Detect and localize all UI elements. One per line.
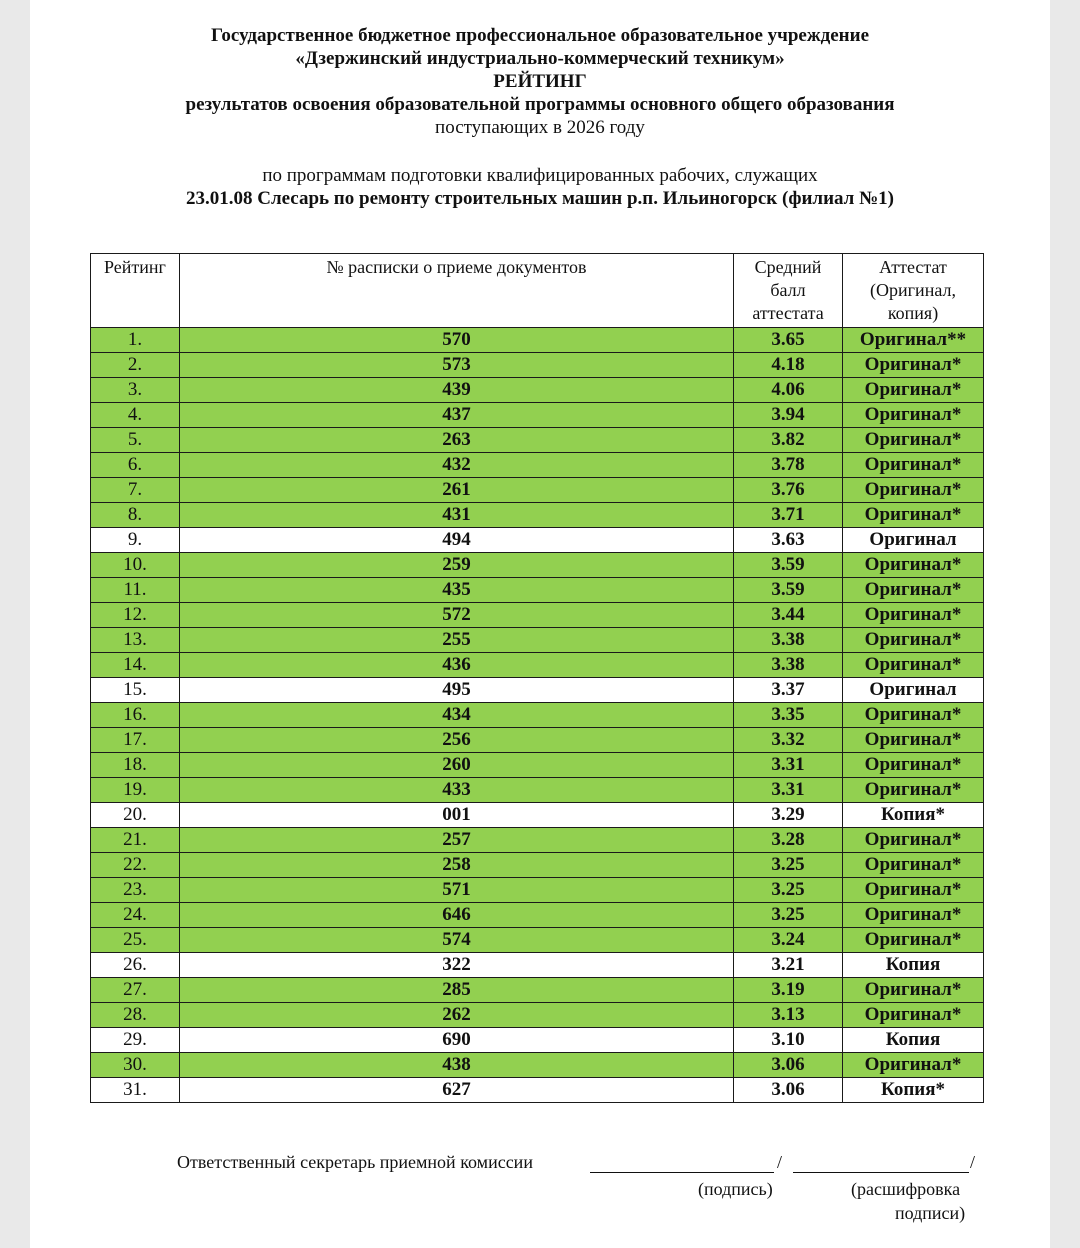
certificate-status-cell: Оригинал*: [843, 503, 984, 528]
average-score-cell: 3.19: [734, 978, 843, 1003]
table-row: [91, 878, 984, 903]
document-subtitle: результатов освоения образовательной программы основного общего образования: [185, 94, 895, 115]
table-row: [91, 578, 984, 603]
average-score-cell: 3.10: [734, 1028, 843, 1053]
receipt-number-cell: 432: [180, 453, 734, 478]
table-row: [91, 1078, 984, 1103]
receipt-number-cell: 322: [180, 953, 734, 978]
rank-cell: 17.: [91, 728, 180, 753]
rating-table-body: [91, 328, 984, 1103]
average-score-cell: 3.65: [734, 328, 843, 353]
table-row: [91, 903, 984, 928]
slash-separator: /: [970, 1152, 976, 1172]
table-row: [91, 828, 984, 853]
signature-decode-line: [793, 1172, 969, 1173]
average-score-cell: 3.76: [734, 478, 843, 503]
table-row: [91, 328, 984, 353]
receipt-number-cell: 435: [180, 578, 734, 603]
rank-cell: 4.: [91, 403, 180, 428]
certificate-status-cell: Оригинал*: [843, 853, 984, 878]
average-score-cell: 3.28: [734, 828, 843, 853]
column-header-text: копия): [887, 303, 939, 323]
certificate-status-cell: Оригинал*: [843, 603, 984, 628]
average-score-cell: 3.21: [734, 953, 843, 978]
average-score-cell: 3.24: [734, 928, 843, 953]
receipt-number-cell: 437: [180, 403, 734, 428]
average-score-cell: 3.63: [734, 528, 843, 553]
rating-table: [90, 253, 984, 1103]
rank-cell: 30.: [91, 1053, 180, 1078]
rank-cell: 24.: [91, 903, 180, 928]
average-score-cell: 3.59: [734, 553, 843, 578]
rank-cell: 28.: [91, 1003, 180, 1028]
certificate-status-cell: Оригинал*: [843, 778, 984, 803]
table-row: [91, 503, 984, 528]
table-row: [91, 678, 984, 703]
average-score-cell: 3.31: [734, 753, 843, 778]
certificate-status-cell: Оригинал*: [843, 828, 984, 853]
secretary-label: Ответственный секретарь приемной комиссии: [177, 1152, 533, 1172]
rank-cell: 31.: [91, 1078, 180, 1103]
average-score-cell: 3.06: [734, 1078, 843, 1103]
rank-cell: 8.: [91, 503, 180, 528]
rank-cell: 27.: [91, 978, 180, 1003]
program-name: 23.01.08 Слесарь по ремонту строительных машин р.п. Ильиногорск (филиал №1): [185, 188, 895, 209]
column-header-text: Аттестат: [879, 257, 947, 277]
rank-cell: 21.: [91, 828, 180, 853]
receipt-number-cell: 433: [180, 778, 734, 803]
average-score-cell: 3.59: [734, 578, 843, 603]
table-row: [91, 853, 984, 878]
rank-cell: 15.: [91, 678, 180, 703]
receipt-number-cell: 257: [180, 828, 734, 853]
receipt-number-cell: 262: [180, 1003, 734, 1028]
average-score-cell: 3.37: [734, 678, 843, 703]
decode-caption-continued: подписи): [895, 1203, 966, 1223]
average-score-cell: 3.29: [734, 803, 843, 828]
certificate-status-cell: Оригинал*: [843, 703, 984, 728]
column-header-certificate: [843, 254, 984, 328]
rank-cell: 18.: [91, 753, 180, 778]
certificate-status-cell: Оригинал*: [843, 628, 984, 653]
document-title: РЕЙТИНГ: [493, 71, 587, 92]
rank-cell: 2.: [91, 353, 180, 378]
table-row: [91, 453, 984, 478]
receipt-number-cell: 438: [180, 1053, 734, 1078]
rank-cell: 3.: [91, 378, 180, 403]
average-score-cell: 3.82: [734, 428, 843, 453]
receipt-number-cell: 570: [180, 328, 734, 353]
table-row: [91, 1003, 984, 1028]
table-row: [91, 553, 984, 578]
rank-cell: 19.: [91, 778, 180, 803]
average-score-cell: 3.78: [734, 453, 843, 478]
table-header-row: [91, 254, 984, 328]
receipt-number-cell: 285: [180, 978, 734, 1003]
rank-cell: 9.: [91, 528, 180, 553]
certificate-status-cell: Оригинал*: [843, 753, 984, 778]
admission-year: поступающих в 2026 году: [435, 117, 645, 138]
certificate-status-cell: Копия: [843, 953, 984, 978]
certificate-status-cell: Оригинал*: [843, 553, 984, 578]
column-header-text: (Оригинал,: [870, 280, 956, 300]
rank-cell: 7.: [91, 478, 180, 503]
certificate-status-cell: Оригинал*: [843, 903, 984, 928]
rank-cell: 26.: [91, 953, 180, 978]
column-header-text: балл: [770, 280, 806, 300]
rank-cell: 14.: [91, 653, 180, 678]
decode-caption: (расшифровка: [851, 1179, 961, 1199]
signature-caption: (подпись): [698, 1179, 773, 1199]
average-score-cell: 3.38: [734, 628, 843, 653]
rank-cell: 25.: [91, 928, 180, 953]
table-row: [91, 753, 984, 778]
rank-cell: 23.: [91, 878, 180, 903]
certificate-status-cell: Оригинал: [843, 528, 984, 553]
certificate-status-cell: Оригинал*: [843, 403, 984, 428]
average-score-cell: 3.06: [734, 1053, 843, 1078]
rank-cell: 12.: [91, 603, 180, 628]
certificate-status-cell: Оригинал*: [843, 653, 984, 678]
certificate-status-cell: Оригинал**: [843, 328, 984, 353]
receipt-number-cell: 434: [180, 703, 734, 728]
certificate-status-cell: Копия*: [843, 1078, 984, 1103]
certificate-status-cell: Оригинал*: [843, 353, 984, 378]
rank-cell: 20.: [91, 803, 180, 828]
certificate-status-cell: Оригинал*: [843, 978, 984, 1003]
receipt-number-cell: 263: [180, 428, 734, 453]
table-row: [91, 428, 984, 453]
certificate-status-cell: Оригинал*: [843, 428, 984, 453]
average-score-cell: 3.71: [734, 503, 843, 528]
table-row: [91, 653, 984, 678]
rank-cell: 13.: [91, 628, 180, 653]
certificate-status-cell: Оригинал*: [843, 378, 984, 403]
table-row: [91, 728, 984, 753]
receipt-number-cell: 495: [180, 678, 734, 703]
rank-cell: 16.: [91, 703, 180, 728]
average-score-cell: 3.25: [734, 878, 843, 903]
receipt-number-cell: 431: [180, 503, 734, 528]
document-header: [30, 24, 1050, 210]
receipt-number-cell: 571: [180, 878, 734, 903]
column-header-text: Средний: [754, 257, 822, 277]
rank-cell: 29.: [91, 1028, 180, 1053]
column-header-text: № расписки о приеме документов: [326, 257, 587, 277]
rank-cell: 10.: [91, 553, 180, 578]
table-row: [91, 953, 984, 978]
average-score-cell: 3.38: [734, 653, 843, 678]
document-page: [30, 0, 1050, 1248]
receipt-number-cell: 436: [180, 653, 734, 678]
certificate-status-cell: Оригинал*: [843, 478, 984, 503]
rank-cell: 6.: [91, 453, 180, 478]
average-score-cell: 3.94: [734, 403, 843, 428]
receipt-number-cell: 574: [180, 928, 734, 953]
receipt-number-cell: 258: [180, 853, 734, 878]
receipt-number-cell: 627: [180, 1078, 734, 1103]
receipt-number-cell: 260: [180, 753, 734, 778]
column-header-rank: [91, 254, 180, 328]
signature-block: [30, 1152, 1050, 1232]
average-score-cell: 4.06: [734, 378, 843, 403]
table-row: [91, 603, 984, 628]
average-score-cell: 3.13: [734, 1003, 843, 1028]
institution-name: «Дзержинский индустриально-коммерческий техникум»: [295, 48, 785, 69]
table-row: [91, 703, 984, 728]
column-header-score: [734, 254, 843, 328]
certificate-status-cell: Оригинал*: [843, 1003, 984, 1028]
certificate-status-cell: Оригинал*: [843, 578, 984, 603]
receipt-number-cell: 646: [180, 903, 734, 928]
program-type: по программам подготовки квалифицированных рабочих, служащих: [262, 165, 818, 186]
column-header-text: Рейтинг: [104, 257, 166, 277]
rank-cell: 5.: [91, 428, 180, 453]
average-score-cell: 3.25: [734, 853, 843, 878]
table-row: [91, 628, 984, 653]
rank-cell: 1.: [91, 328, 180, 353]
receipt-number-cell: 255: [180, 628, 734, 653]
certificate-status-cell: Копия: [843, 1028, 984, 1053]
certificate-status-cell: Оригинал*: [843, 878, 984, 903]
table-row: [91, 403, 984, 428]
receipt-number-cell: 494: [180, 528, 734, 553]
certificate-status-cell: Оригинал: [843, 678, 984, 703]
table-row: [91, 978, 984, 1003]
column-header-text: аттестата: [752, 303, 824, 323]
table-row: [91, 378, 984, 403]
column-header-receipt: [180, 254, 734, 328]
certificate-status-cell: Оригинал*: [843, 928, 984, 953]
rank-cell: 22.: [91, 853, 180, 878]
receipt-number-cell: 439: [180, 378, 734, 403]
receipt-number-cell: 259: [180, 553, 734, 578]
table-row: [91, 528, 984, 553]
certificate-status-cell: Оригинал*: [843, 728, 984, 753]
average-score-cell: 3.35: [734, 703, 843, 728]
receipt-number-cell: 001: [180, 803, 734, 828]
receipt-number-cell: 261: [180, 478, 734, 503]
table-row: [91, 928, 984, 953]
certificate-status-cell: Оригинал*: [843, 1053, 984, 1078]
table-row: [91, 1028, 984, 1053]
average-score-cell: 4.18: [734, 353, 843, 378]
receipt-number-cell: 572: [180, 603, 734, 628]
average-score-cell: 3.25: [734, 903, 843, 928]
table-row: [91, 803, 984, 828]
average-score-cell: 3.44: [734, 603, 843, 628]
institution-type: Государственное бюджетное профессиональное образовательное учреждение: [210, 25, 870, 46]
table-row: [91, 778, 984, 803]
receipt-number-cell: 573: [180, 353, 734, 378]
signature-line: [590, 1172, 774, 1173]
rank-cell: 11.: [91, 578, 180, 603]
certificate-status-cell: Оригинал*: [843, 453, 984, 478]
average-score-cell: 3.31: [734, 778, 843, 803]
slash-separator: /: [777, 1152, 783, 1172]
certificate-status-cell: Копия*: [843, 803, 984, 828]
table-row: [91, 1053, 984, 1078]
receipt-number-cell: 256: [180, 728, 734, 753]
receipt-number-cell: 690: [180, 1028, 734, 1053]
table-row: [91, 353, 984, 378]
average-score-cell: 3.32: [734, 728, 843, 753]
table-row: [91, 478, 984, 503]
